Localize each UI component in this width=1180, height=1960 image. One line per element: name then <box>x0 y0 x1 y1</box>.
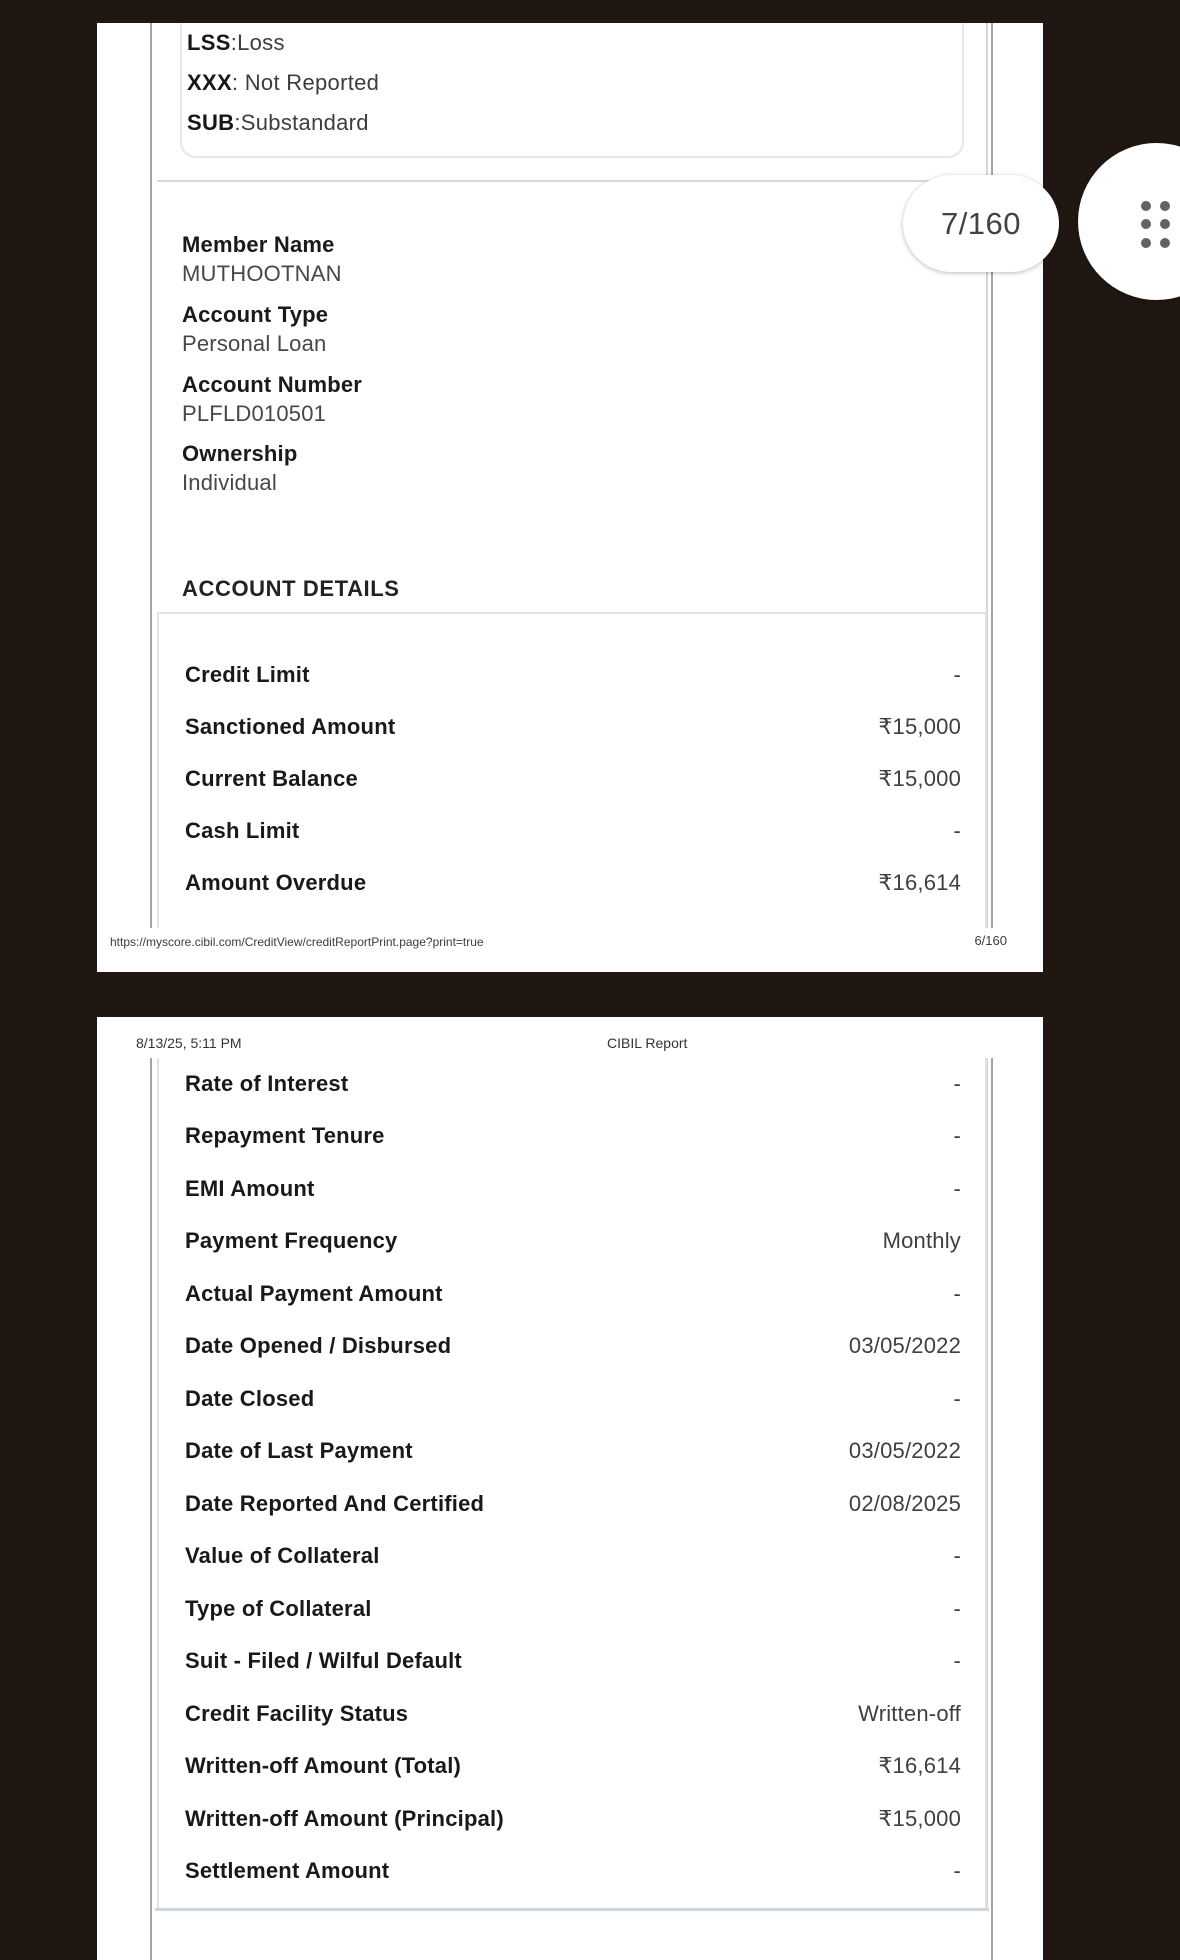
table-row <box>185 1175 961 1203</box>
print-footer-page-number: 6/160 <box>974 933 1007 948</box>
grid-menu-button[interactable] <box>1078 143 1180 300</box>
row-label: Credit Limit <box>185 662 310 687</box>
row-label: Repayment Tenure <box>185 1123 385 1148</box>
table-row <box>185 1595 961 1623</box>
page-left-border-line <box>150 23 152 928</box>
row-value: 03/05/2022 <box>848 1333 961 1358</box>
table-row <box>185 1490 961 1518</box>
table-row <box>185 1122 961 1150</box>
legend-desc: :Substandard <box>234 110 369 135</box>
member-field-label: Account Type <box>182 302 329 327</box>
legend-desc: :Loss <box>230 30 285 55</box>
row-value: - <box>953 1596 961 1621</box>
pdf-page-7 <box>97 1017 1043 1960</box>
table-row <box>185 817 961 845</box>
member-field-value: Individual <box>182 470 277 495</box>
row-label: Date Opened / Disbursed <box>185 1333 452 1358</box>
row-value: ₹15,000 <box>878 714 961 739</box>
rating-legend-box <box>180 23 964 158</box>
table-row <box>185 765 961 793</box>
table-row <box>185 1752 961 1780</box>
row-value: ₹15,000 <box>878 1806 961 1831</box>
legend-item <box>187 29 285 57</box>
row-label: Sanctioned Amount <box>185 714 396 739</box>
row-label: Cash Limit <box>185 818 300 843</box>
row-value: ₹16,614 <box>878 1753 961 1778</box>
member-field <box>182 439 882 497</box>
legend-code: XXX <box>187 70 232 95</box>
member-field-label: Ownership <box>182 441 298 466</box>
table-row <box>185 1805 961 1833</box>
row-label: Date Closed <box>185 1386 315 1411</box>
table-row <box>185 1280 961 1308</box>
member-field <box>182 370 882 428</box>
member-field-value: MUTHOOTNAN <box>182 261 342 286</box>
row-value: ₹15,000 <box>878 766 961 791</box>
table-row <box>185 869 961 897</box>
table-row <box>185 1437 961 1465</box>
table-row <box>185 1647 961 1675</box>
print-header-timestamp: 8/13/25, 5:11 PM <box>136 1035 242 1051</box>
row-value: - <box>953 1543 961 1568</box>
row-value: - <box>953 1176 961 1201</box>
member-field-value: Personal Loan <box>182 331 327 356</box>
row-value: - <box>953 1858 961 1883</box>
row-label: Date Reported And Certified <box>185 1491 485 1516</box>
table-row <box>185 1385 961 1413</box>
row-value: Monthly <box>882 1228 961 1253</box>
table-row <box>185 1332 961 1360</box>
print-header-title: CIBIL Report <box>607 1035 688 1051</box>
table-row <box>185 1700 961 1728</box>
legend-code: SUB <box>187 110 235 135</box>
member-field-value: PLFLD010501 <box>182 401 327 426</box>
legend-item <box>187 69 379 97</box>
row-label: Actual Payment Amount <box>185 1281 443 1306</box>
row-label: Date of Last Payment <box>185 1438 413 1463</box>
row-label: Suit - Filed / Wilful Default <box>185 1648 462 1673</box>
row-value: - <box>953 1123 961 1148</box>
row-label: Credit Facility Status <box>185 1701 409 1726</box>
row-label: Amount Overdue <box>185 870 367 895</box>
row-label: EMI Amount <box>185 1176 315 1201</box>
legend-item <box>187 109 369 137</box>
member-field <box>182 230 882 288</box>
table-row <box>185 1857 961 1885</box>
row-label: Value of Collateral <box>185 1543 380 1568</box>
member-field <box>182 300 882 358</box>
row-value: - <box>953 1648 961 1673</box>
row-value: Written-off <box>858 1701 961 1726</box>
row-label: Written-off Amount (Principal) <box>185 1806 504 1831</box>
page-indicator: 7/160 <box>903 175 1059 272</box>
legend-desc: : Not Reported <box>231 70 380 95</box>
row-value: 03/05/2022 <box>848 1438 961 1463</box>
row-label: Written-off Amount (Total) <box>185 1753 462 1778</box>
table-row <box>185 1542 961 1570</box>
legend-code: LSS <box>187 30 231 55</box>
pdf-page-6 <box>97 23 1043 972</box>
table-row <box>185 1227 961 1255</box>
member-field-label: Account Number <box>182 372 363 397</box>
row-value: ₹16,614 <box>878 870 961 895</box>
row-value: - <box>953 1281 961 1306</box>
row-label: Type of Collateral <box>185 1596 372 1621</box>
table-row <box>185 1070 961 1098</box>
row-label: Current Balance <box>185 766 358 791</box>
row-value: - <box>953 1071 961 1096</box>
print-footer-url: https://myscore.cibil.com/CreditView/creditReportPrint.page?print=true <box>110 935 484 949</box>
page-right-border-line <box>991 23 993 928</box>
account-details-box-bottom-border <box>155 1908 989 1911</box>
member-field-label: Member Name <box>182 232 335 257</box>
row-label: Settlement Amount <box>185 1858 390 1883</box>
row-label: Rate of Interest <box>185 1071 349 1096</box>
page-left-border-line <box>150 1058 152 1960</box>
table-row <box>185 713 961 741</box>
row-value: - <box>953 818 961 843</box>
section-divider <box>157 180 991 182</box>
row-value: - <box>953 1386 961 1411</box>
page-right-border-line <box>991 1058 993 1960</box>
row-value: - <box>953 662 961 687</box>
page-title: ACCOUNT DETAILS <box>182 576 400 601</box>
row-value: 02/08/2025 <box>848 1491 961 1516</box>
row-label: Payment Frequency <box>185 1228 398 1253</box>
table-row <box>185 661 961 689</box>
